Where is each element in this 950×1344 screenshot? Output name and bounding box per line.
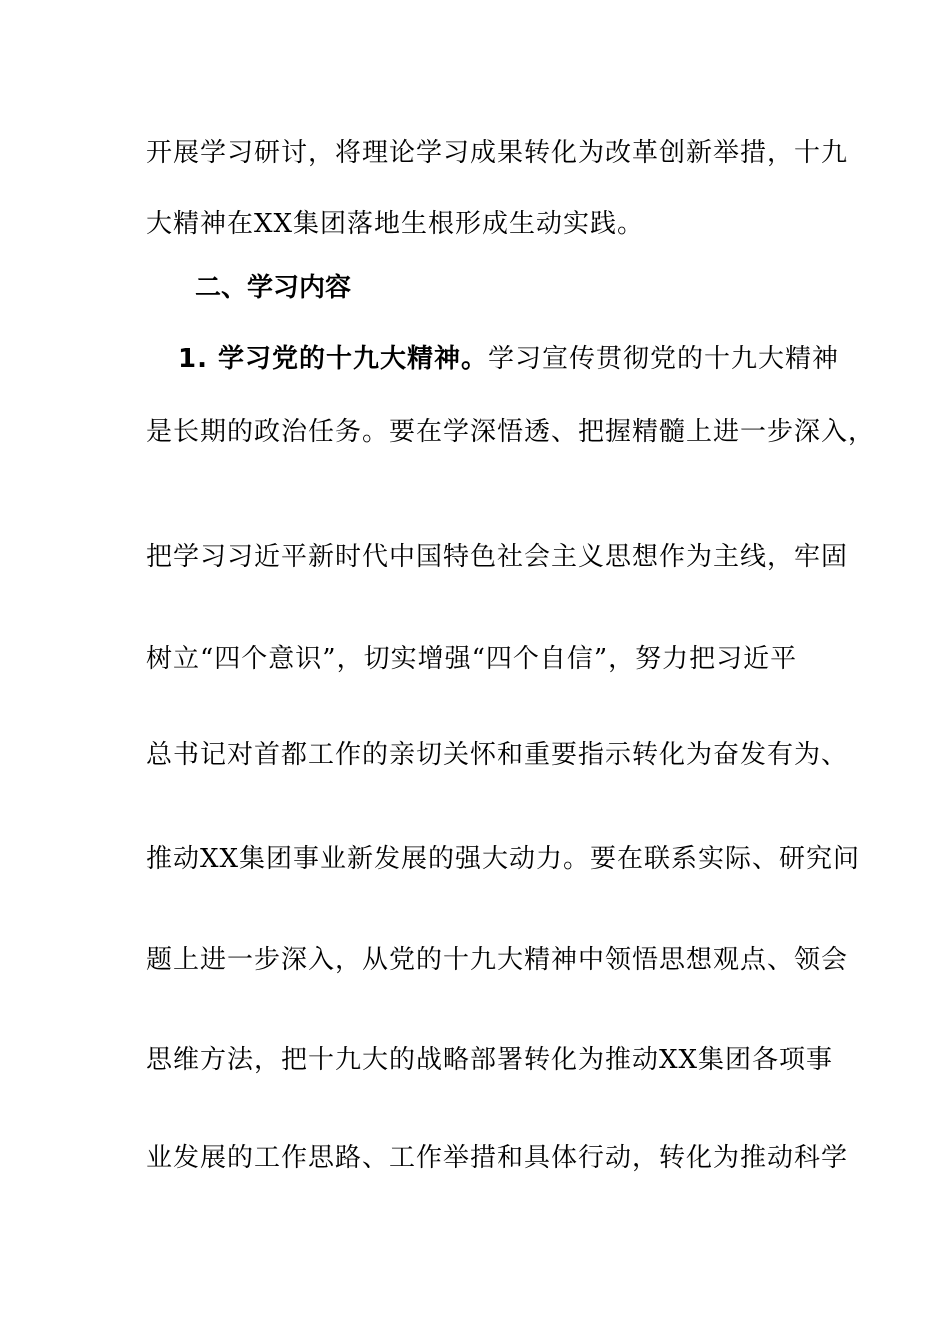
paragraph-line: 推动XX集团事业新发展的强大动力。要在联系实际、研究问 <box>146 844 861 874</box>
paragraph-line: 大精神在XX集团落地生根形成生动实践。 <box>146 209 645 239</box>
section-heading: 二、学习内容 <box>195 273 352 303</box>
item-1-first-line <box>178 342 840 376</box>
paragraph-line: 总书记对首都工作的亲切关怀和重要指示转化为奋发有为、 <box>146 740 849 770</box>
item-1-title: 1. 学习党的十九大精神。 <box>178 344 489 374</box>
paragraph-line: 业发展的工作思路、工作举措和具体行动，转化为推动科学 <box>146 1143 849 1173</box>
paragraph-line: 开展学习研讨，将理论学习成果转化为改革创新举措，十九 <box>146 138 849 168</box>
item-1-text-start: 学习宣传贯彻党的十九大精神 <box>488 344 840 374</box>
paragraph-line: 题上进一步深入，从党的十九大精神中领悟思想观点、领会 <box>146 945 849 975</box>
paragraph-line: 是长期的政治任务。要在学深悟透、把握精髓上进一步深入， <box>146 417 876 447</box>
paragraph-line: 树立“四个意识”，切实增强“四个自信”，努力把习近平 <box>146 644 798 674</box>
paragraph-line: 把学习习近平新时代中国特色社会主义思想作为主线，牢固 <box>146 542 849 572</box>
paragraph-line: 思维方法，把十九大的战略部署转化为推动XX集团各项事 <box>146 1045 834 1075</box>
